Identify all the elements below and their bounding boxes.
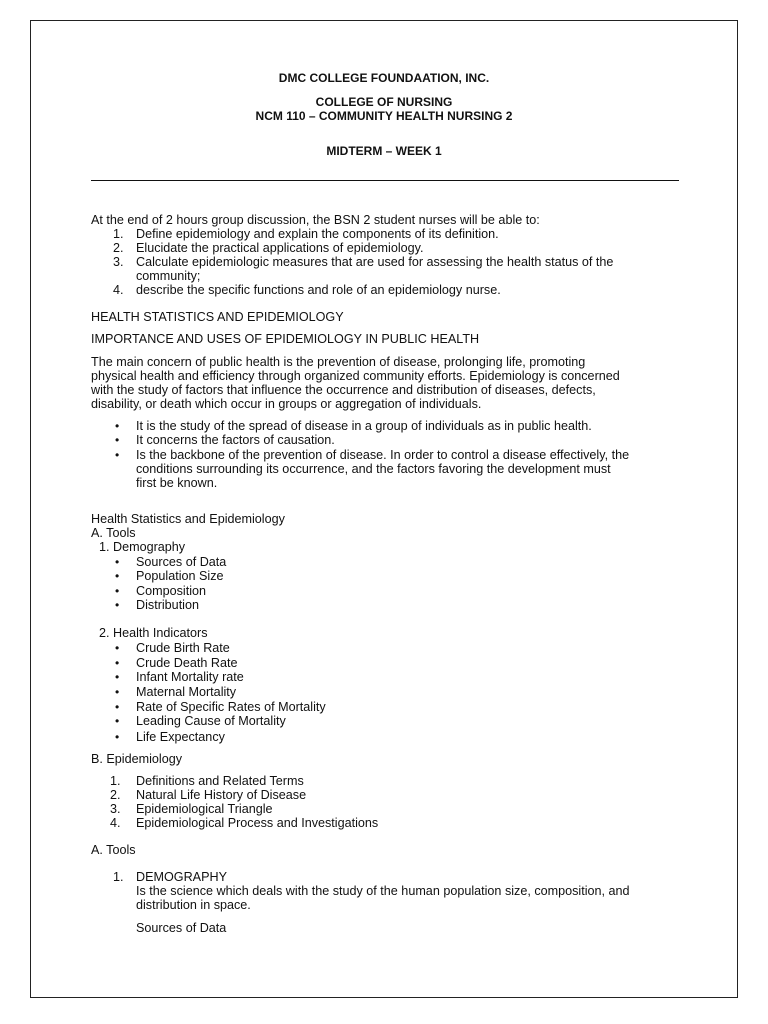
objective-number: 4. xyxy=(113,283,124,297)
outline-item: Natural Life History of Disease xyxy=(136,788,307,802)
bullet-icon: • xyxy=(115,656,120,670)
bullet-text: Is the backbone of the prevention of disease. In order to control a disease effectively, the xyxy=(136,448,630,462)
paragraph-line: with the study of factors that influence the occurrence and distribution of diseases, defects, xyxy=(91,383,596,397)
paragraph-line: physical health and efficiency through organized community efforts. Epidemiology is concerned xyxy=(91,369,620,383)
list-item: Composition xyxy=(136,584,206,598)
objective-text: Elucidate the practical applications of epidemiology. xyxy=(136,241,424,255)
list-item: Crude Birth Rate xyxy=(136,641,230,655)
objectives-intro: At the end of 2 hours group discussion, the BSN 2 student nurses will be able to: xyxy=(91,213,540,227)
section-heading: HEALTH STATISTICS AND EPIDEMIOLOGY xyxy=(91,310,344,324)
paragraph-line: disability, or death which occur in groups or aggregation of individuals. xyxy=(91,397,482,411)
document-page xyxy=(30,20,738,998)
bullet-text-continued: conditions surrounding its occurrence, and the factors favoring the development must xyxy=(136,462,611,476)
paragraph-line: The main concern of public health is the prevention of disease, prolonging life, promoting xyxy=(91,355,586,369)
list-item: Distribution xyxy=(136,598,199,612)
bullet-icon: • xyxy=(115,641,120,655)
outline-number: 1. xyxy=(110,774,121,788)
objective-text: Calculate epidemiologic measures that are used for assessing the health status of the xyxy=(136,255,614,269)
list-item: Sources of Data xyxy=(136,555,227,569)
outline-number: 4. xyxy=(110,816,121,830)
outline-item: Epidemiological Process and Investigations xyxy=(136,816,379,830)
outline-title: Health Statistics and Epidemiology xyxy=(91,512,285,526)
college-name: COLLEGE OF NURSING xyxy=(315,95,453,109)
list-item: Rate of Specific Rates of Mortality xyxy=(136,700,326,714)
demography-definition: Is the science which deals with the study of the human population size, composition, and xyxy=(136,884,630,898)
objective-number: 1. xyxy=(113,227,124,241)
sources-of-data-heading: Sources of Data xyxy=(136,921,227,935)
outline-number: 2. xyxy=(110,788,121,802)
bullet-text: It is the study of the spread of disease in a group of individuals as in public health. xyxy=(136,419,592,433)
bullet-icon: • xyxy=(115,598,120,612)
list-item: Maternal Mortality xyxy=(136,685,237,699)
bullet-icon: • xyxy=(115,685,120,699)
bullet-text-continued: first be known. xyxy=(136,476,218,490)
bullet-icon: • xyxy=(115,730,120,744)
list-item: Population Size xyxy=(136,569,224,583)
list-item: Infant Mortality rate xyxy=(136,670,244,684)
demography-heading: DEMOGRAPHY xyxy=(136,870,227,884)
objective-text: Define epidemiology and explain the components of its definition. xyxy=(136,227,499,241)
outline-demography: 1. Demography xyxy=(99,540,186,554)
bullet-icon: • xyxy=(115,555,120,569)
objective-number: 3. xyxy=(113,255,124,269)
objective-number: 2. xyxy=(113,241,124,255)
objective-text: describe the specific functions and role of an epidemiology nurse. xyxy=(136,283,501,297)
section-heading: IMPORTANCE AND USES OF EPIDEMIOLOGY IN PUBLIC HEALTH xyxy=(91,332,480,346)
tools-number: 1. xyxy=(113,870,124,884)
demography-definition-continued: distribution in space. xyxy=(136,898,251,912)
bullet-icon: • xyxy=(115,584,120,598)
objective-text-continued: community; xyxy=(136,269,201,283)
bullet-icon: • xyxy=(115,448,120,462)
tools-heading: A. Tools xyxy=(91,843,136,857)
outline-health-indicators: 2. Health Indicators xyxy=(99,626,208,640)
outline-section-b: B. Epidemiology xyxy=(91,752,183,766)
term-label: MIDTERM – WEEK 1 xyxy=(326,144,442,158)
outline-item: Epidemiological Triangle xyxy=(136,802,273,816)
header-divider xyxy=(91,180,679,181)
list-item: Leading Cause of Mortality xyxy=(136,714,286,728)
outline-number: 3. xyxy=(110,802,121,816)
bullet-icon: • xyxy=(115,569,120,583)
bullet-icon: • xyxy=(115,700,120,714)
bullet-icon: • xyxy=(115,433,120,447)
list-item: Life Expectancy xyxy=(136,730,225,744)
course-title: NCM 110 – COMMUNITY HEALTH NURSING 2 xyxy=(255,109,513,123)
bullet-icon: • xyxy=(115,670,120,684)
bullet-icon: • xyxy=(115,714,120,728)
institution-name: DMC COLLEGE FOUNDAATION, INC. xyxy=(278,71,490,85)
bullet-icon: • xyxy=(115,419,120,433)
list-item: Crude Death Rate xyxy=(136,656,238,670)
outline-section-a: A. Tools xyxy=(91,526,136,540)
bullet-text: It concerns the factors of causation. xyxy=(136,433,335,447)
outline-item: Definitions and Related Terms xyxy=(136,774,304,788)
